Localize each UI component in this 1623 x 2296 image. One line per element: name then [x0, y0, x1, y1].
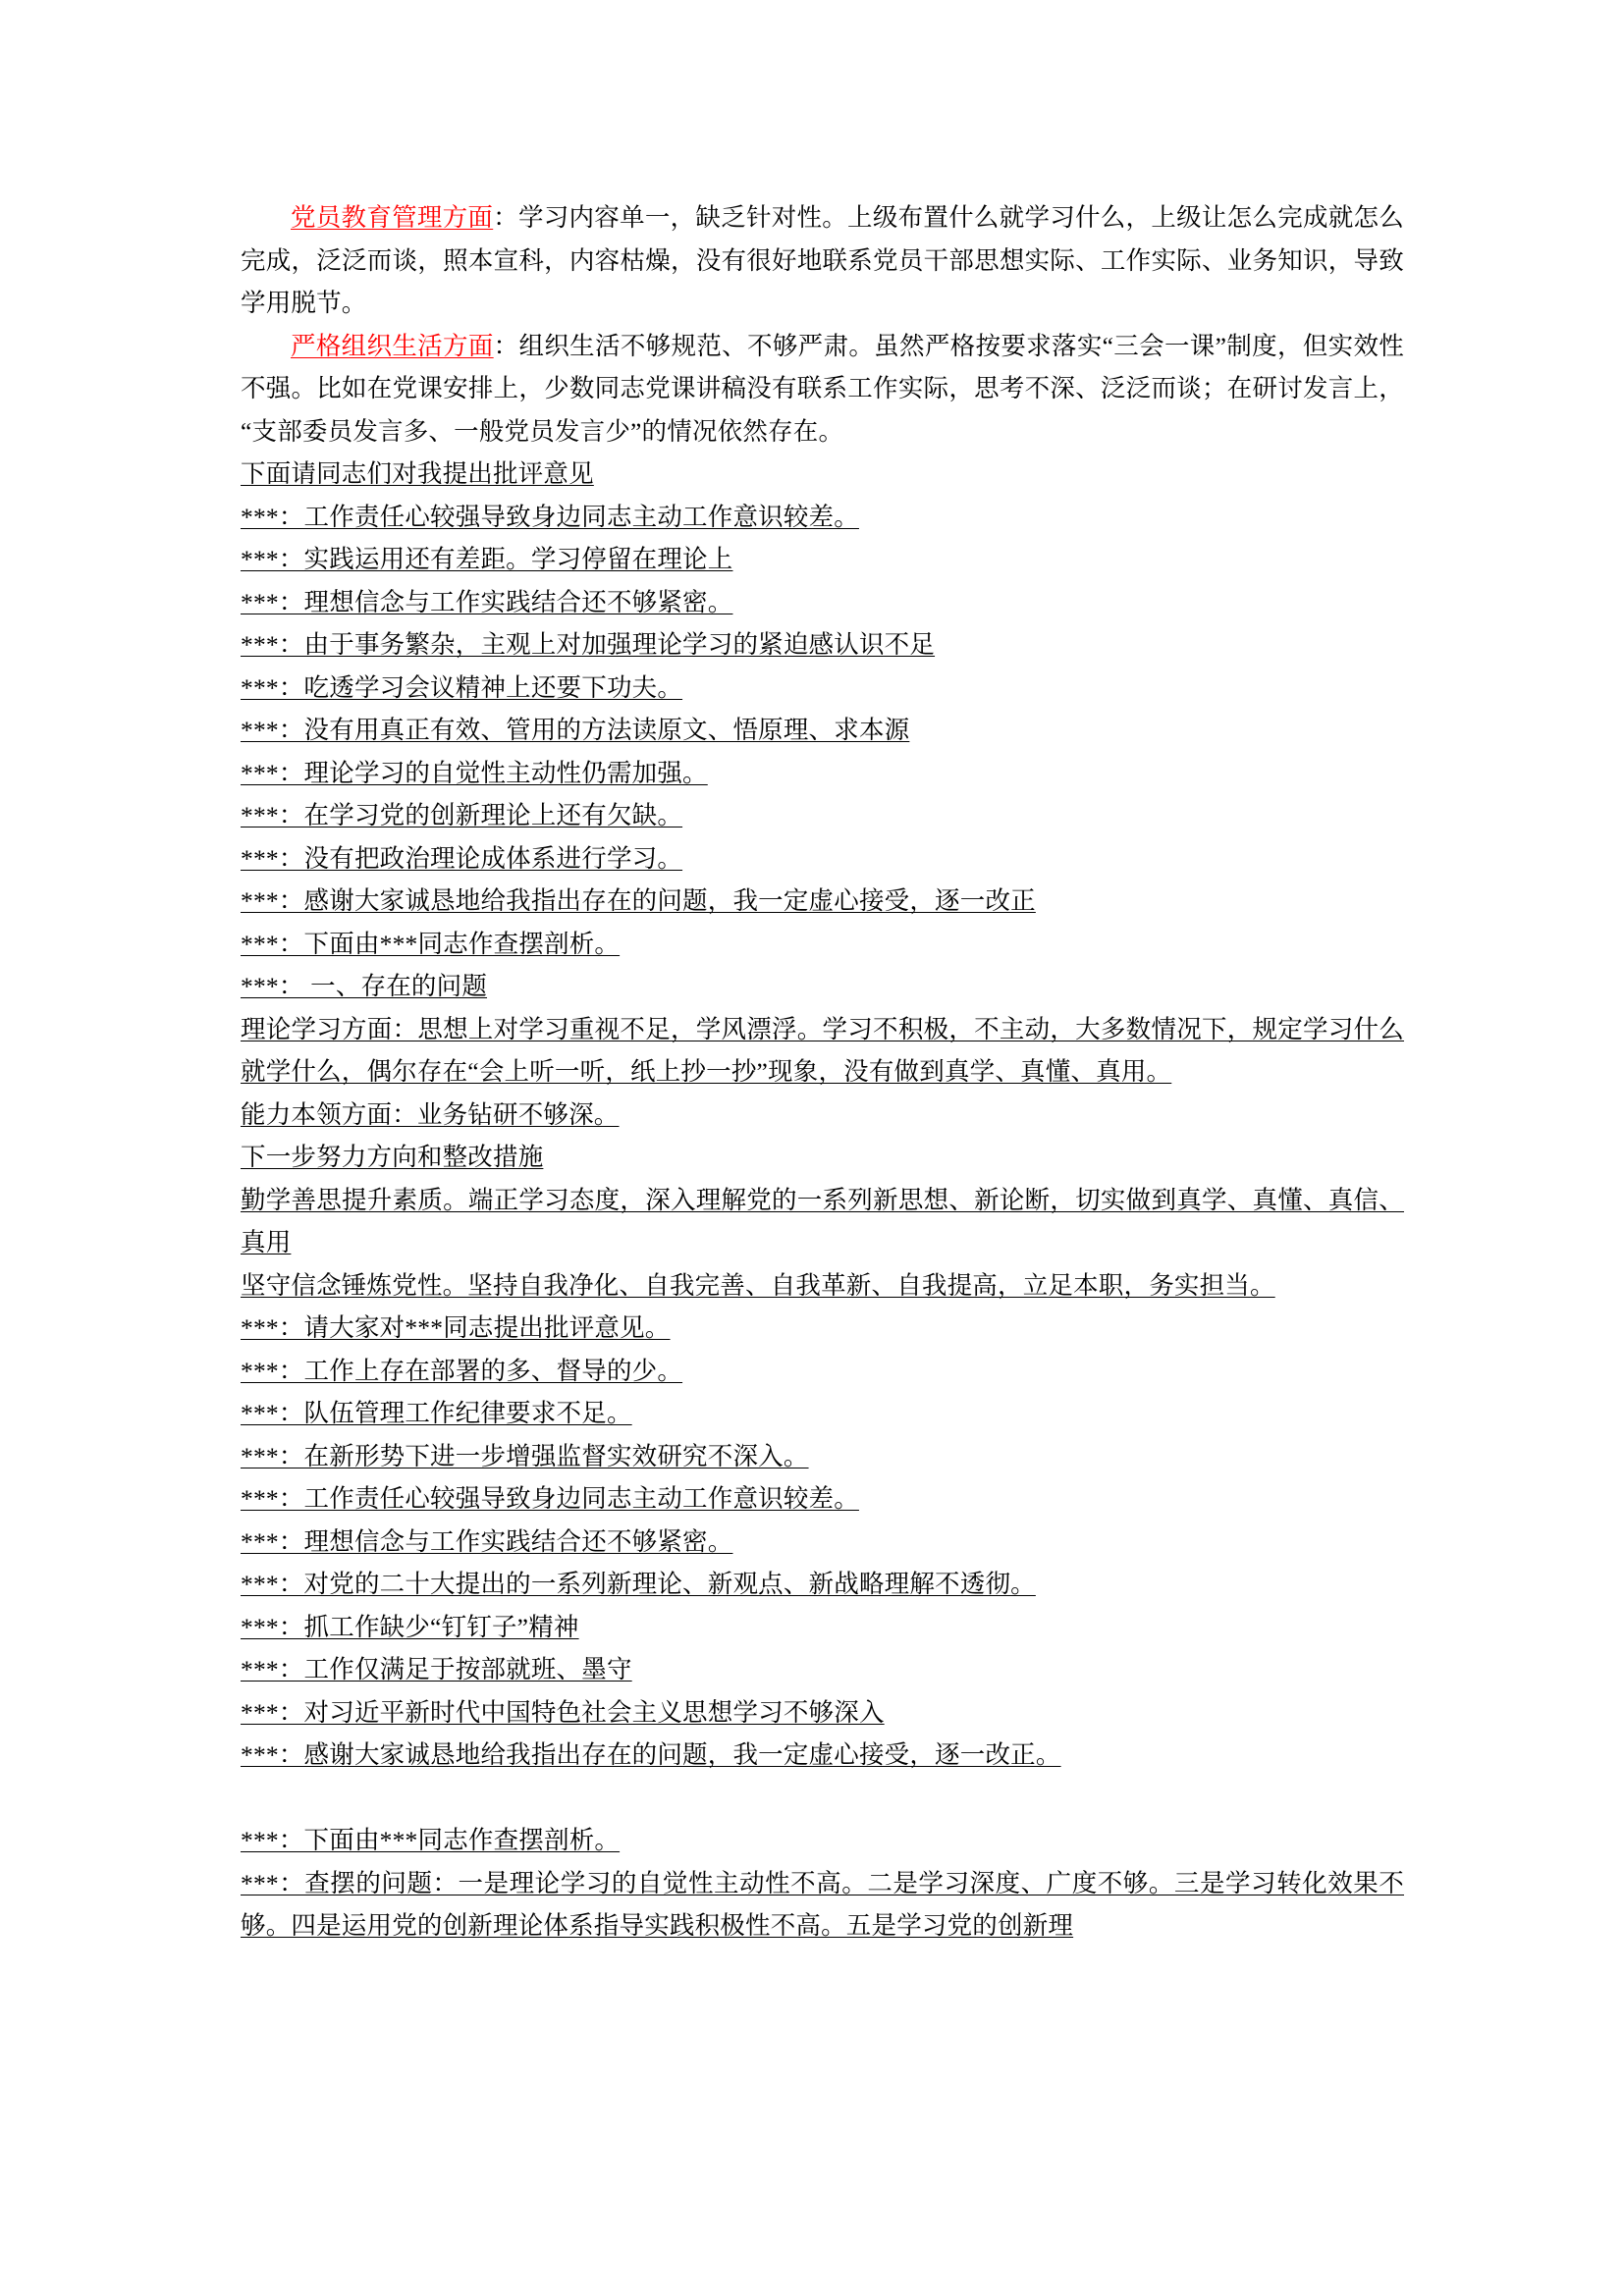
text-run: ***：工作责任心较强导致身边同志主动工作意识较差。	[241, 502, 859, 531]
text-run: 下面请同志们对我提出批评意见	[241, 459, 594, 488]
paragraph	[241, 1734, 1404, 1777]
paragraph	[241, 1264, 1404, 1308]
paragraph	[241, 1521, 1404, 1564]
paragraph	[241, 1307, 1404, 1350]
text-run: ***：由于事务繁杂，主观上对加强理论学习的紧迫感认识不足	[241, 630, 936, 659]
paragraph	[241, 325, 1404, 454]
text-run: ***：理想信念与工作实践结合还不够紧密。	[241, 587, 733, 616]
text-run: ***：请大家对***同志提出批评意见。	[241, 1313, 671, 1342]
text-run: ***：查摆的问题：一是理论学习的自觉性主动性不高。二是学习深度、广度不够。三是学习转化效果不够。四是运用党的创新理论体系指导实践积极性不高。五是学习党的创新理	[241, 1868, 1404, 1940]
text-run: 理论学习方面：思想上对学习重视不足，学风漂浮。学习不积极，不主动，大多数情况下，规定学习什么就学什么，偶尔存在“会上听一听，纸上抄一抄”现象，没有做到真学、真懂、真用。	[241, 1014, 1404, 1086]
text-run: 党员教育管理方面	[291, 203, 494, 232]
text-run: ***：工作仅满足于按部就班、墨守	[241, 1655, 632, 1683]
paragraph	[241, 709, 1404, 752]
paragraph	[241, 880, 1404, 923]
paragraph	[241, 1606, 1404, 1649]
text-run: 下一步努力方向和整改措施	[241, 1143, 544, 1171]
text-run: 能力本领方面：业务钻研不够深。	[241, 1099, 620, 1129]
text-run: ***：理论学习的自觉性主动性仍需加强。	[241, 758, 708, 787]
paragraph	[241, 1179, 1404, 1264]
paragraph	[241, 496, 1404, 539]
text-run: ***：队伍管理工作纪律要求不足。	[241, 1399, 632, 1427]
paragraph	[241, 1691, 1404, 1735]
text-run: 坚守信念锤炼党性。坚持自我净化、自我完善、自我革新、自我提高，立足本职，务实担当。	[241, 1270, 1275, 1300]
text-run: ***：吃透学习会议精神上还要下功夫。	[241, 672, 683, 702]
text-run: ***：感谢大家诚恳地给我指出存在的问题，我一定虚心接受，逐一改正。	[241, 1740, 1061, 1769]
text-run: ***：在新形势下进一步增强监督实效研究不深入。	[241, 1441, 809, 1470]
paragraph	[241, 1862, 1404, 1948]
paragraph	[241, 1008, 1404, 1094]
text-run: ***： 一、存在的问题	[241, 972, 488, 1000]
text-run: ***：在学习党的创新理论上还有欠缺。	[241, 801, 683, 829]
text-run: ***：感谢大家诚恳地给我指出存在的问题，我一定虚心接受，逐一改正	[241, 886, 1036, 915]
paragraph	[241, 837, 1404, 881]
paragraph	[241, 1563, 1404, 1606]
text-run: ***：对党的二十大提出的一系列新理论、新观点、新战略理解不透彻。	[241, 1570, 1036, 1598]
paragraph	[241, 623, 1404, 667]
text-run: ***：实践运用还有差距。学习停留在理论上	[241, 545, 733, 573]
paragraph	[241, 1350, 1404, 1393]
text-run: ：组织生活不够规范、不够严肃。虽然严格按要求落实“三会一课”制度，但实效性不强。比如在党课安排上，少数同志党课讲稿没有联系工作实际，思考不深、泛泛而谈；在研讨发言上，“支部委员发言多、一般党员发言少”的情况依然存在。	[241, 331, 1404, 446]
paragraph	[241, 667, 1404, 710]
text-run: ***：没有用真正有效、管用的方法读原文、悟原理、求本源	[241, 716, 910, 744]
text-run: ***：没有把政治理论成体系进行学习。	[241, 843, 683, 873]
text-run: ***：工作责任心较强导致身边同志主动工作意识较差。	[241, 1484, 859, 1513]
paragraph	[241, 1648, 1404, 1691]
text-run: 勤学善思提升素质。端正学习态度，深入理解党的一系列新思想、新论断，切实做到真学、真懂、真信、真用	[241, 1185, 1404, 1256]
paragraph	[241, 453, 1404, 496]
text-run: ***：工作上存在部署的多、督导的少。	[241, 1356, 683, 1385]
paragraph	[241, 1819, 1404, 1862]
paragraph	[241, 1136, 1404, 1179]
text-run: ***：抓工作缺少“钉钉子”精神	[241, 1612, 579, 1641]
paragraph	[241, 581, 1404, 624]
text-run: ：学习内容单一，缺乏针对性。上级布置什么就学习什么，上级让怎么完成就怎么完成，泛泛而谈，照本宣科，内容枯燥，没有很好地联系党员干部思想实际、工作实际、业务知识，导致学用脱节。	[241, 203, 1404, 317]
paragraph	[241, 923, 1404, 966]
text-run: ***：理想信念与工作实践结合还不够紧密。	[241, 1526, 733, 1556]
text-run: 严格组织生活方面	[291, 331, 494, 360]
paragraph	[241, 196, 1404, 325]
paragraph	[241, 1094, 1404, 1137]
document-body	[241, 196, 1404, 1948]
paragraph	[241, 794, 1404, 837]
paragraph	[241, 752, 1404, 795]
paragraph	[241, 1435, 1404, 1478]
paragraph	[241, 965, 1404, 1008]
blank-line	[241, 1777, 1404, 1820]
text-run: ***：下面由***同志作查摆剖析。	[241, 1826, 621, 1854]
paragraph	[241, 538, 1404, 581]
text-run: ***：对习近平新时代中国特色社会主义思想学习不够深入	[241, 1697, 885, 1727]
paragraph	[241, 1392, 1404, 1435]
text-run: ***：下面由***同志作查摆剖析。	[241, 929, 621, 958]
paragraph	[241, 1477, 1404, 1521]
